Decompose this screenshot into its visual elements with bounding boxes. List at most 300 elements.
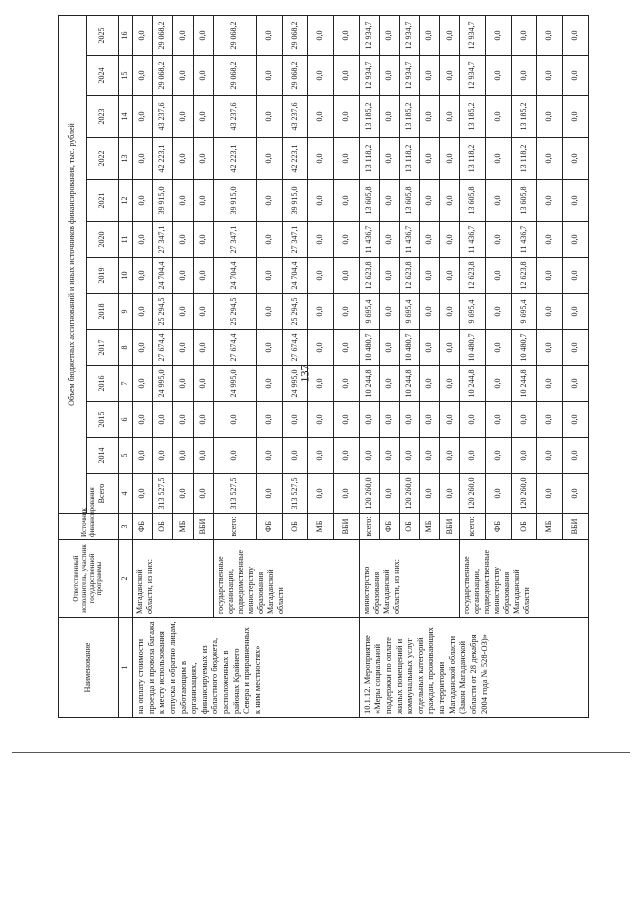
rotated-page: [58, 16, 589, 718]
amount-cell: 0,0: [173, 474, 193, 514]
amount-cell: 0,0: [173, 96, 193, 138]
amount-cell: 0,0: [257, 222, 283, 258]
col-number: 15: [119, 56, 133, 96]
amount-cell: 0,0: [257, 138, 283, 180]
amount-cell: 27 674,4: [282, 330, 308, 366]
amount-cell: 0,0: [440, 15, 460, 55]
amount-cell: 0,0: [133, 180, 153, 222]
amount-cell: 24 704,4: [282, 258, 308, 294]
amount-cell: 24 704,4: [213, 258, 256, 294]
amount-cell: 10 244,8: [359, 366, 379, 402]
amount-cell: 0,0: [333, 294, 359, 330]
col-number: 8: [119, 330, 133, 366]
amount-cell: 0,0: [257, 330, 283, 366]
amount-cell: 11 436,7: [399, 222, 419, 258]
amount-cell: 0,0: [133, 138, 153, 180]
funding-source: ОБ: [399, 514, 419, 540]
funding-source: ВБИ: [333, 514, 359, 540]
header-year: 2025: [87, 15, 119, 55]
amount-cell: 0,0: [379, 180, 399, 222]
funding-source: ОБ: [282, 514, 308, 540]
amount-cell: 39 915,0: [153, 180, 173, 222]
amount-cell: 0,0: [173, 15, 193, 55]
header-responsible: Ответственный исполнитель, участник государственной программы: [59, 540, 119, 618]
column-number-row: [119, 15, 133, 717]
amount-cell: 29 068,2: [153, 15, 173, 55]
amount-cell: 0,0: [420, 294, 440, 330]
funding-source: ОБ: [153, 514, 173, 540]
header-year: 2020: [87, 222, 119, 258]
header-year: 2016: [87, 366, 119, 402]
amount-cell: 0,0: [308, 222, 334, 258]
amount-cell: 0,0: [333, 180, 359, 222]
col-number: 5: [119, 438, 133, 474]
amount-cell: 12 934,7: [460, 56, 486, 96]
amount-cell: 25 294,5: [153, 294, 173, 330]
amount-cell: 0,0: [193, 56, 213, 96]
amount-cell: 0,0: [420, 366, 440, 402]
amount-cell: 13 605,8: [511, 180, 537, 222]
funding-source: МБ: [420, 514, 440, 540]
funding-source: всего:: [460, 514, 486, 540]
amount-cell: 313 527,5: [153, 474, 173, 514]
amount-cell: 0,0: [359, 438, 379, 474]
amount-cell: 0,0: [193, 258, 213, 294]
amount-cell: 0,0: [399, 402, 419, 438]
amount-cell: 0,0: [133, 15, 153, 55]
amount-cell: 9 695,4: [359, 294, 379, 330]
amount-cell: 0,0: [257, 474, 283, 514]
amount-cell: 0,0: [537, 15, 563, 55]
amount-cell: 0,0: [213, 402, 256, 438]
amount-cell: 0,0: [133, 474, 153, 514]
amount-cell: 12 623,8: [399, 258, 419, 294]
funding-source: ВБИ: [193, 514, 213, 540]
header-row-1: [59, 15, 87, 717]
amount-cell: 0,0: [133, 330, 153, 366]
amount-cell: 11 436,7: [460, 222, 486, 258]
amount-cell: 0,0: [308, 330, 334, 366]
amount-cell: 0,0: [379, 56, 399, 96]
amount-cell: 0,0: [173, 138, 193, 180]
table-row: [133, 15, 153, 717]
amount-cell: 0,0: [440, 138, 460, 180]
amount-cell: 313 527,5: [213, 474, 256, 514]
col-number: 9: [119, 294, 133, 330]
amount-cell: 0,0: [173, 438, 193, 474]
amount-cell: 0,0: [193, 402, 213, 438]
amount-cell: 0,0: [420, 138, 440, 180]
amount-cell: 0,0: [537, 474, 563, 514]
page-number: 137: [297, 364, 312, 383]
amount-cell: 24 704,4: [153, 258, 173, 294]
amount-cell: 0,0: [173, 180, 193, 222]
amount-cell: 0,0: [537, 330, 563, 366]
amount-cell: 0,0: [379, 258, 399, 294]
amount-cell: 0,0: [537, 56, 563, 96]
amount-cell: 0,0: [193, 96, 213, 138]
amount-cell: 0,0: [173, 258, 193, 294]
col-number: 2: [119, 540, 133, 618]
header-year: 2021: [87, 180, 119, 222]
amount-cell: 0,0: [460, 438, 486, 474]
amount-cell: 0,0: [486, 402, 512, 438]
amount-cell: 12 623,8: [511, 258, 537, 294]
header-year: 2014: [87, 438, 119, 474]
amount-cell: 13 605,8: [399, 180, 419, 222]
amount-cell: 0,0: [440, 56, 460, 96]
amount-cell: 0,0: [333, 96, 359, 138]
amount-cell: 0,0: [257, 258, 283, 294]
amount-cell: 0,0: [173, 222, 193, 258]
amount-cell: 0,0: [440, 330, 460, 366]
col-number: 16: [119, 15, 133, 55]
funding-source: ФБ: [379, 514, 399, 540]
amount-cell: 0,0: [563, 15, 589, 55]
amount-cell: 0,0: [511, 402, 537, 438]
amount-cell: 27 347,1: [213, 222, 256, 258]
responsible-executor: министерство образования Магаданской области, из них:: [359, 540, 460, 618]
amount-cell: 27 674,4: [213, 330, 256, 366]
amount-cell: 0,0: [563, 56, 589, 96]
amount-cell: 10 480,7: [399, 330, 419, 366]
col-number: 11: [119, 222, 133, 258]
measure-name: на оплату стоимости проезда и провоза багажа к месту использования отпуска и обратно лицам, работающим в организациях, финансируемых из областного бюджета, расположенных в районах Крайнего Севера и приравненных к ним местностях»: [133, 618, 360, 718]
amount-cell: 0,0: [257, 294, 283, 330]
budget-table: [58, 15, 589, 718]
amount-cell: 0,0: [379, 138, 399, 180]
amount-cell: 0,0: [133, 402, 153, 438]
amount-cell: 0,0: [563, 438, 589, 474]
amount-cell: 0,0: [333, 366, 359, 402]
amount-cell: 10 244,8: [511, 366, 537, 402]
col-number: 10: [119, 258, 133, 294]
amount-cell: 0,0: [173, 294, 193, 330]
amount-cell: 0,0: [537, 222, 563, 258]
amount-cell: 25 294,5: [282, 294, 308, 330]
amount-cell: 11 436,7: [359, 222, 379, 258]
amount-cell: 13 118,2: [399, 138, 419, 180]
amount-cell: 0,0: [133, 222, 153, 258]
amount-cell: 0,0: [537, 138, 563, 180]
amount-cell: 0,0: [379, 96, 399, 138]
amount-cell: 0,0: [308, 138, 334, 180]
header-source: Источник финансирования: [59, 514, 119, 540]
header-year: 2023: [87, 96, 119, 138]
amount-cell: 0,0: [420, 222, 440, 258]
amount-cell: 0,0: [563, 258, 589, 294]
amount-cell: 0,0: [333, 222, 359, 258]
amount-cell: 0,0: [460, 402, 486, 438]
amount-cell: 0,0: [440, 438, 460, 474]
amount-cell: 0,0: [308, 438, 334, 474]
amount-cell: 0,0: [193, 330, 213, 366]
amount-cell: 0,0: [537, 438, 563, 474]
amount-cell: 0,0: [213, 438, 256, 474]
funding-source: ВБИ: [563, 514, 589, 540]
amount-cell: 29 068,2: [282, 15, 308, 55]
table-body: [133, 15, 589, 717]
amount-cell: 27 674,4: [153, 330, 173, 366]
amount-cell: 10 480,7: [359, 330, 379, 366]
amount-cell: 0,0: [563, 294, 589, 330]
amount-cell: 12 934,7: [460, 15, 486, 55]
amount-cell: 0,0: [308, 258, 334, 294]
amount-cell: 0,0: [173, 366, 193, 402]
col-number: 4: [119, 474, 133, 514]
funding-source: всего:: [359, 514, 379, 540]
amount-cell: 24 995,0: [282, 366, 308, 402]
amount-cell: 39 915,0: [282, 180, 308, 222]
amount-cell: 12 623,8: [460, 258, 486, 294]
amount-cell: 0,0: [133, 96, 153, 138]
amount-cell: 0,0: [257, 402, 283, 438]
amount-cell: 0,0: [440, 402, 460, 438]
responsible-executor: государственные организации, подведомственные министерству образования Магаданской области: [213, 540, 359, 618]
amount-cell: 0,0: [193, 222, 213, 258]
amount-cell: 12 934,7: [399, 15, 419, 55]
amount-cell: 0,0: [537, 402, 563, 438]
amount-cell: 0,0: [440, 222, 460, 258]
amount-cell: 0,0: [440, 294, 460, 330]
amount-cell: 0,0: [486, 294, 512, 330]
rotated-table-wrapper: [58, 16, 589, 718]
amount-cell: 0,0: [193, 138, 213, 180]
amount-cell: 39 915,0: [213, 180, 256, 222]
amount-cell: 13 605,8: [359, 180, 379, 222]
amount-cell: 0,0: [420, 330, 440, 366]
amount-cell: 313 527,5: [282, 474, 308, 514]
amount-cell: 0,0: [511, 56, 537, 96]
amount-cell: 0,0: [537, 294, 563, 330]
funding-source: МБ: [173, 514, 193, 540]
amount-cell: 0,0: [379, 366, 399, 402]
amount-cell: 0,0: [563, 330, 589, 366]
funding-source: МБ: [537, 514, 563, 540]
amount-cell: 0,0: [282, 438, 308, 474]
col-number: 6: [119, 402, 133, 438]
amount-cell: 24 995,0: [153, 366, 173, 402]
amount-cell: 0,0: [563, 402, 589, 438]
amount-cell: 0,0: [173, 330, 193, 366]
amount-cell: 0,0: [308, 294, 334, 330]
amount-cell: 29 068,2: [213, 56, 256, 96]
amount-cell: 0,0: [440, 258, 460, 294]
amount-cell: 120 260,0: [511, 474, 537, 514]
col-number: 12: [119, 180, 133, 222]
amount-cell: 27 347,1: [153, 222, 173, 258]
funding-source: ВБИ: [440, 514, 460, 540]
amount-cell: 0,0: [537, 180, 563, 222]
amount-cell: 0,0: [486, 366, 512, 402]
amount-cell: 12 934,7: [359, 56, 379, 96]
amount-cell: 13 185,2: [460, 96, 486, 138]
amount-cell: 27 347,1: [282, 222, 308, 258]
amount-cell: 9 695,4: [460, 294, 486, 330]
header-year: 2017: [87, 330, 119, 366]
amount-cell: 0,0: [486, 56, 512, 96]
header-year: 2022: [87, 138, 119, 180]
amount-cell: 0,0: [379, 402, 399, 438]
amount-cell: 29 068,2: [282, 56, 308, 96]
amount-cell: 0,0: [440, 366, 460, 402]
amount-cell: 0,0: [440, 474, 460, 514]
header-volume: Объем бюджетных ассигнований и иных источников финансирования, тыс. рублей: [59, 15, 87, 513]
amount-cell: 43 237,6: [153, 96, 173, 138]
measure-name: 10.1.12. Мероприятие «Меры социальной поддержки по оплате жилых помещений и коммунальных услуг отдельных категорий граждан, проживающих на территории Магаданской области (Закон Магаданской области от 28 декабря 2004 года № 528-ОЗ)»: [359, 618, 588, 718]
table-row: [359, 15, 379, 717]
amount-cell: 0,0: [440, 96, 460, 138]
amount-cell: 13 185,2: [399, 96, 419, 138]
amount-cell: 10 244,8: [460, 366, 486, 402]
amount-cell: 0,0: [511, 15, 537, 55]
amount-cell: 43 237,6: [213, 96, 256, 138]
amount-cell: 0,0: [399, 438, 419, 474]
amount-cell: 24 995,0: [213, 366, 256, 402]
amount-cell: 13 185,2: [359, 96, 379, 138]
amount-cell: 0,0: [308, 402, 334, 438]
bottom-divider: [12, 752, 630, 753]
header-name: Наименование: [59, 618, 119, 718]
amount-cell: 0,0: [173, 402, 193, 438]
amount-cell: 0,0: [308, 96, 334, 138]
funding-source: всего:: [213, 514, 256, 540]
amount-cell: 0,0: [257, 438, 283, 474]
col-number: 3: [119, 514, 133, 540]
amount-cell: 0,0: [486, 438, 512, 474]
responsible-executor: государственные организации, подведомственные министерству образования Магаданской области: [460, 540, 589, 618]
funding-source: ФБ: [257, 514, 283, 540]
col-number: 7: [119, 366, 133, 402]
table-row: [213, 15, 256, 717]
amount-cell: 0,0: [486, 330, 512, 366]
amount-cell: 0,0: [333, 56, 359, 96]
col-number: 13: [119, 138, 133, 180]
amount-cell: 0,0: [486, 222, 512, 258]
amount-cell: 42 223,1: [213, 138, 256, 180]
header-total: Всего: [87, 474, 119, 514]
amount-cell: 42 223,1: [282, 138, 308, 180]
amount-cell: 0,0: [563, 474, 589, 514]
amount-cell: 0,0: [308, 56, 334, 96]
amount-cell: 0,0: [537, 366, 563, 402]
amount-cell: 13 118,2: [460, 138, 486, 180]
amount-cell: 0,0: [563, 180, 589, 222]
amount-cell: 0,0: [133, 438, 153, 474]
amount-cell: 0,0: [257, 96, 283, 138]
amount-cell: 0,0: [563, 222, 589, 258]
amount-cell: 0,0: [257, 56, 283, 96]
amount-cell: 12 623,8: [359, 258, 379, 294]
amount-cell: 0,0: [193, 474, 213, 514]
amount-cell: 43 237,6: [282, 96, 308, 138]
amount-cell: 0,0: [333, 258, 359, 294]
amount-cell: 0,0: [379, 474, 399, 514]
amount-cell: 13 118,2: [359, 138, 379, 180]
amount-cell: 29 068,2: [153, 56, 173, 96]
amount-cell: 0,0: [333, 402, 359, 438]
amount-cell: 11 436,7: [511, 222, 537, 258]
amount-cell: 0,0: [440, 180, 460, 222]
amount-cell: 0,0: [420, 96, 440, 138]
amount-cell: 0,0: [333, 330, 359, 366]
amount-cell: 0,0: [257, 180, 283, 222]
amount-cell: 0,0: [486, 15, 512, 55]
col-number: 1: [119, 618, 133, 718]
amount-cell: 0,0: [193, 438, 213, 474]
amount-cell: 0,0: [333, 15, 359, 55]
amount-cell: 10 480,7: [511, 330, 537, 366]
funding-source: ОБ: [511, 514, 537, 540]
amount-cell: 0,0: [379, 294, 399, 330]
amount-cell: 0,0: [133, 294, 153, 330]
amount-cell: 0,0: [379, 330, 399, 366]
amount-cell: 12 934,7: [399, 56, 419, 96]
responsible-executor: Магаданской области, из них:: [133, 540, 214, 618]
amount-cell: 0,0: [563, 138, 589, 180]
amount-cell: 0,0: [420, 474, 440, 514]
amount-cell: 0,0: [420, 56, 440, 96]
funding-source: ФБ: [133, 514, 153, 540]
amount-cell: 0,0: [153, 402, 173, 438]
funding-source: ФБ: [486, 514, 512, 540]
amount-cell: 0,0: [486, 180, 512, 222]
amount-cell: 9 695,4: [511, 294, 537, 330]
amount-cell: 120 260,0: [399, 474, 419, 514]
amount-cell: 0,0: [308, 180, 334, 222]
amount-cell: 0,0: [308, 474, 334, 514]
amount-cell: 0,0: [193, 294, 213, 330]
amount-cell: 13 118,2: [511, 138, 537, 180]
amount-cell: 0,0: [563, 96, 589, 138]
amount-cell: 13 605,8: [460, 180, 486, 222]
amount-cell: 0,0: [308, 15, 334, 55]
amount-cell: 0,0: [333, 438, 359, 474]
amount-cell: 9 695,4: [399, 294, 419, 330]
funding-source: МБ: [308, 514, 334, 540]
amount-cell: 0,0: [133, 258, 153, 294]
amount-cell: 0,0: [193, 15, 213, 55]
header-year: 2018: [87, 294, 119, 330]
amount-cell: 0,0: [486, 474, 512, 514]
amount-cell: 0,0: [563, 366, 589, 402]
amount-cell: 0,0: [193, 366, 213, 402]
header-year: 2024: [87, 56, 119, 96]
amount-cell: 120 260,0: [359, 474, 379, 514]
amount-cell: 0,0: [379, 15, 399, 55]
amount-cell: 0,0: [486, 96, 512, 138]
amount-cell: 0,0: [359, 402, 379, 438]
amount-cell: 0,0: [537, 96, 563, 138]
table-row: [460, 15, 486, 717]
header-year: 2015: [87, 402, 119, 438]
amount-cell: 13 185,2: [511, 96, 537, 138]
amount-cell: 0,0: [308, 366, 334, 402]
amount-cell: 0,0: [133, 56, 153, 96]
amount-cell: 25 294,5: [213, 294, 256, 330]
amount-cell: 0,0: [420, 402, 440, 438]
amount-cell: 0,0: [333, 138, 359, 180]
amount-cell: 0,0: [173, 56, 193, 96]
amount-cell: 29 068,2: [213, 15, 256, 55]
amount-cell: 0,0: [537, 258, 563, 294]
amount-cell: 0,0: [420, 438, 440, 474]
amount-cell: 0,0: [420, 15, 440, 55]
amount-cell: 0,0: [133, 366, 153, 402]
amount-cell: 0,0: [511, 438, 537, 474]
amount-cell: 0,0: [486, 258, 512, 294]
amount-cell: 0,0: [153, 438, 173, 474]
